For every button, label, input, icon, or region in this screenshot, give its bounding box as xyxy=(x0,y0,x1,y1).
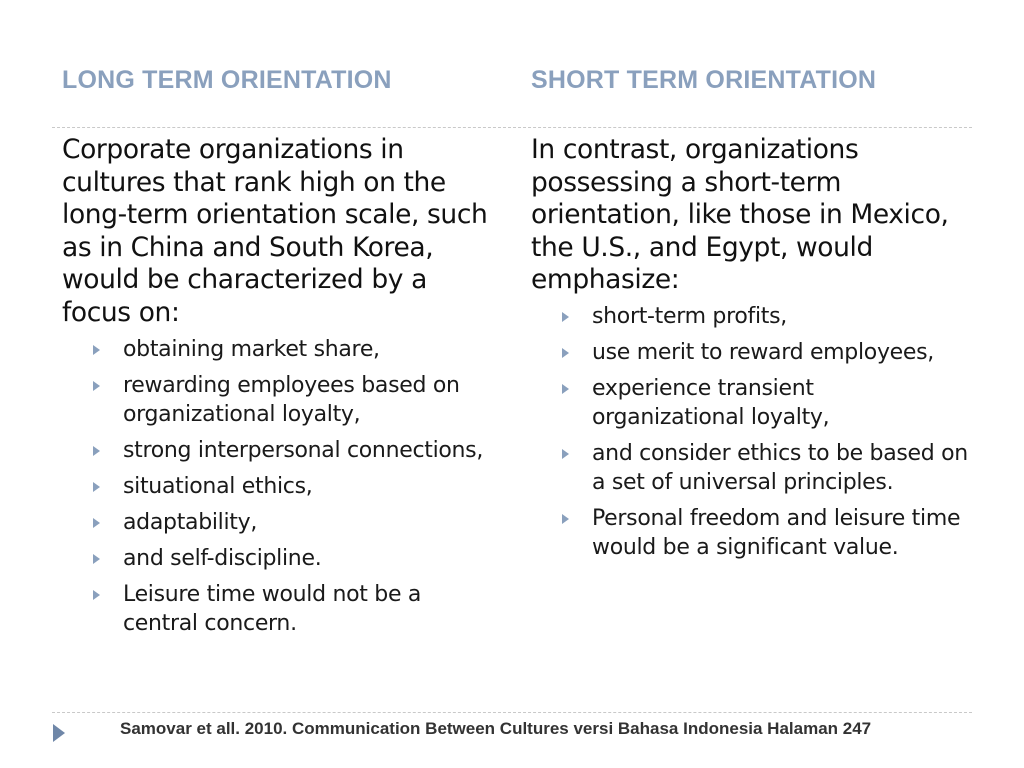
list-item xyxy=(91,580,502,638)
play-arrow-icon xyxy=(53,724,65,742)
triangle-right-icon xyxy=(93,518,100,528)
intro-short-term: In contrast, organizations possessing a short-term orientation, like those in Mexico, the U.S., and Egypt, would emphasize: xyxy=(531,134,949,296)
list-item xyxy=(91,508,502,537)
triangle-right-icon xyxy=(93,554,100,564)
top-divider xyxy=(52,127,972,128)
triangle-right-icon xyxy=(562,514,569,524)
list-item xyxy=(560,338,971,367)
list-item-text: experience transient organizational loyalty, xyxy=(592,375,830,430)
triangle-right-icon xyxy=(93,345,100,355)
list-item xyxy=(91,436,502,465)
triangle-right-icon xyxy=(562,312,569,322)
list-item-text: use merit to reward employees, xyxy=(592,339,934,365)
triangle-right-icon xyxy=(93,482,100,492)
list-item-text: adaptability, xyxy=(123,509,258,535)
column-long-term xyxy=(62,134,502,645)
bullet-list-long-term xyxy=(91,335,502,638)
list-item xyxy=(91,371,502,429)
list-item-text: and self-discipline. xyxy=(123,545,322,571)
list-item xyxy=(560,302,971,331)
list-item-text: strong interpersonal connections, xyxy=(123,437,484,463)
triangle-right-icon xyxy=(93,381,100,391)
triangle-right-icon xyxy=(93,446,100,456)
list-item xyxy=(91,544,502,573)
list-item-text: rewarding employees based on organizational loyalty, xyxy=(123,372,460,427)
list-item-text: Personal freedom and leisure time would be a significant value. xyxy=(592,505,961,560)
list-item-text: Leisure time would not be a central concern. xyxy=(123,581,422,636)
bottom-divider xyxy=(52,712,972,713)
triangle-right-icon xyxy=(562,384,569,394)
list-item-text: short-term profits, xyxy=(592,303,787,329)
heading-short-term: SHORT TERM ORIENTATION xyxy=(531,66,877,94)
heading-long-term: LONG TERM ORIENTATION xyxy=(62,66,392,94)
list-item xyxy=(560,504,971,562)
list-item-text: situational ethics, xyxy=(123,473,313,499)
list-item xyxy=(560,439,971,497)
column-short-term xyxy=(531,134,971,569)
intro-long-term: Corporate organizations in cultures that rank high on the long-term orientation scale, such as in China and South Korea, would be characterized by a focus on: xyxy=(62,134,488,328)
list-item xyxy=(91,472,502,501)
footer-citation: Samovar et all. 2010. Communication Between Cultures versi Bahasa Indonesia Halaman 247 xyxy=(120,719,872,738)
triangle-right-icon xyxy=(562,348,569,358)
triangle-right-icon xyxy=(93,590,100,600)
bullet-list-short-term xyxy=(560,302,971,562)
list-item xyxy=(91,335,502,364)
list-item xyxy=(560,374,971,432)
list-item-text: obtaining market share, xyxy=(123,336,380,362)
list-item-text: and consider ethics to be based on a set of universal principles. xyxy=(592,440,968,495)
triangle-right-icon xyxy=(562,449,569,459)
